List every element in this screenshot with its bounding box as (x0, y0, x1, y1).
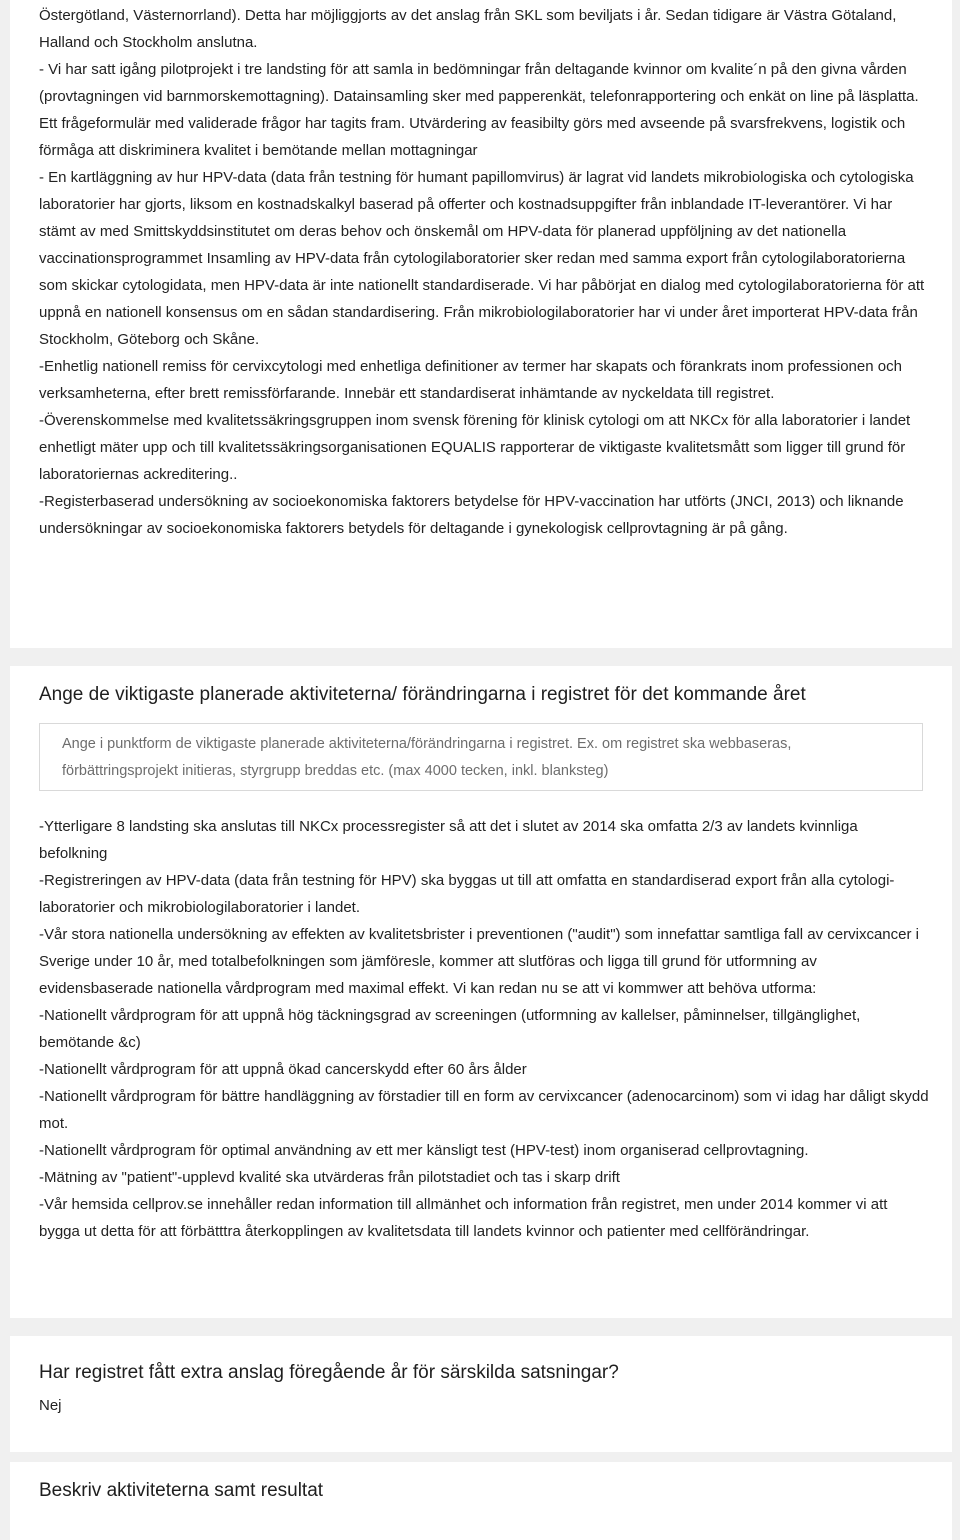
activities-results-card (10, 1462, 952, 1540)
paragraph: -Registreringen av HPV-data (data från testning för HPV) ska byggas ut till att omfatta en standardiserad export från alla cytologi-laboratorier och mikrobiologilaboratorier i landet. (39, 872, 895, 916)
paragraph: Östergötland, Västernorrland). Detta har möjliggjorts av det anslag från SKL som beviljats i år. Sedan tidigare är Västra Götaland, Halland och Stockholm anslutna. (39, 7, 897, 51)
previous-activities-text (39, 2, 929, 542)
paragraph: -Mätning av "patient"-upplevd kvalité ska utvärderas från pilotstadiet och tas i skarp drift (39, 1169, 620, 1186)
activities-results-title: Beskriv aktiviteterna samt resultat (39, 1480, 324, 1501)
paragraph: -Nationellt vårdprogram för att uppnå ökad cancerskydd efter 60 års ålder (39, 1061, 527, 1078)
planned-activities-title: Ange de viktigaste planerade aktiviteterna/ förändringarna i registret för det kommande året (39, 684, 806, 705)
planned-activities-hint: Ange i punktform de viktigaste planerade aktiviteterna/förändringarna i registret. Ex. om registret ska webbaseras, förbättringsprojekt initieras, styrgrupp breddas etc. (max 4000 tecken, inkl. blanksteg) (39, 723, 923, 791)
previous-activities-card (10, 0, 952, 648)
paragraph: -Ytterligare 8 landsting ska anslutas till NKCx processregister så att det i slutet av 2014 ska omfatta 2/3 av landets kvinnliga befolkning (39, 818, 858, 862)
paragraph: -Vår stora nationella undersökning av effekten av kvalitetsbrister i preventionen ("audit") som innefattar samtliga fall av cervixcancer i Sverige under 10 år, med totalbefolkningen som jämföresle, kommer att slutföras och ligga till grund för utformning av evidensbaserade nationella vårdprogram med maximal effekt. Vi kan redan nu se att vi kommwer att behöva utforma: (39, 926, 919, 997)
paragraph: -Registerbaserad undersökning av socioekonomiska faktorers betydelse för HPV-vaccination har utförts (JNCI, 2013) och liknande undersökningar av socioekonomiska faktorers betydels för deltagande i gynekologisk cellprovtagning är på gång. (39, 493, 904, 537)
paragraph: -Vår hemsida cellprov.se innehåller redan information till allmänhet och information från registret, men under 2014 kommer vi att bygga ut detta för att förbätttra återkopplingen av kvalitetsdata till landets kvinnor och patienter med cellförändringar. (39, 1196, 888, 1240)
paragraph: -Enhetlig nationell remiss för cervixcytologi med enhetliga definitioner av termer har skapats och förankrats inom professionen och verksamheterna, efter brett remissförfarande. Innebär ett standardiserat inhämtande av nyckeldata till registret. (39, 358, 902, 402)
paragraph: -Överenskommelse med kvalitetssäkringsgruppen inom svensk förening för klinisk cytologi om att NKCx för alla laboratorier i landet enhetligt mäter upp och till kvalitetssäkringsorganisationen EQUALIS rapporterar de viktigaste kvalitetsmått som ligger till grund för laboratoriernas ackreditering.. (39, 412, 911, 483)
extra-funding-card (10, 1336, 952, 1452)
paragraph: - Vi har satt igång pilotprojekt i tre landsting för att samla in bedömningar från deltagande kvinnor om kvalite´n på den givna vården (provtagningen vid barnmorskemottagning). Datainsamling sker med papperenkät, telefonrapportering och enkät on line på läsplatta. Ett frågeformulär med validerade frågor har tagits fram. Utvärdering av feasibilty görs med avseende på svarsfrekvens, logistik och förmåga att diskriminera kvalitet i bemötande mellan mottagningar (39, 61, 919, 159)
paragraph: -Nationellt vårdprogram för bättre handläggning av förstadier till en form av cervixcancer (adenocarcinom) som vi idag har dåligt skydd mot. (39, 1088, 929, 1132)
paragraph: -Nationellt vårdprogram för att uppnå hög täckningsgrad av screeningen (utformning av kallelser, påminnelser, tillgänglighet, bemötande &c) (39, 1007, 861, 1051)
planned-activities-card (10, 666, 952, 1318)
paragraph: - En kartläggning av hur HPV-data (data från testning för humant papillomvirus) är lagrat vid landets mikrobiologiska och cytologiska laboratorier har gjorts, liksom en kostnadskalkyl baserad på offerter och kostnadsuppgifter från inblandade IT-leverantörer. Vi har stämt av med Smittskyddsinstitutet om deras behov och önskemål om HPV-data för planerad uppföljning av det nationella vaccinationsprogrammet Insamling av HPV-data från cytologilaboratorier sker redan med samma export från cytologilaboratorierna som skickar cytologidata, men HPV-data är inte nationellt standardiserade. Vi har påbörjat en dialog med cytologilaboratorierna för att uppnå en nationell konsensus om en sådan standardisering. Från mikrobiologilaboratorier har vi under året importerat HPV-data från Stockholm, Göteborg och Skåne. (39, 169, 925, 348)
extra-funding-answer: Nej (39, 1397, 62, 1414)
extra-funding-title: Har registret fått extra anslag föregående år för särskilda satsningar? (39, 1362, 619, 1383)
planned-activities-text (39, 813, 929, 1245)
paragraph: -Nationellt vårdprogram för optimal användning av ett mer känsligt test (HPV-test) inom organiserad cellprovtagning. (39, 1142, 809, 1159)
